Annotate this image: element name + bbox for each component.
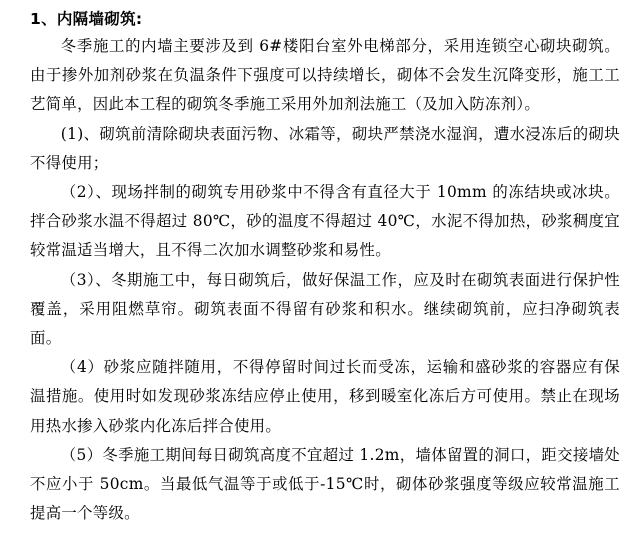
paragraph-item-4: （4）砂浆应随拌随用，不得停留时间过长而受冻，运输和盛砂浆的容器应有保温措施。使用时如发现砂浆冻结应停止使用，移到暖室化冻后方可使用。禁止在现场用热水掺入砂浆内化冻后拌合使用。 (30, 358, 620, 435)
paragraph-item-5: （5）冬季施工期间每日砌筑高度不宜超过 1.2m，墙体留置的洞口，距交接墙处不应小于 50cm。当最低气温等于或低于-15℃时，砌体砂浆强度等级应较常温施工提高一个等级。 (30, 445, 620, 523)
document-body (30, 0, 620, 528)
paragraph-item-1: (1)、砌筑前清除砌块表面污物、冰霜等，砌块严禁浇水湿润，遭水浸冻后的砌块不得使用； (30, 124, 620, 172)
paragraph-intro: 冬季施工的内墙主要涉及到 6#楼阳台室外电梯部分，采用连锁空心砌块砌筑。由于掺外加剂砂浆在负温条件下强度可以持续增长，砌体不会发生沉降变形，施工工艺简单，因此本工程的砌筑冬季施工采用外加剂法施工（及加入防冻剂）。 (30, 37, 620, 114)
section-heading: 1、内隔墙砌筑: (30, 10, 143, 28)
paragraph-item-3: （3）、冬期施工中，每日砌筑后，做好保温工作，应及时在砌筑表面进行保护性覆盖，采用阻燃草帘。砌筑表面不得留有砂浆和积水。继续砌筑前，应扫净砌筑表面。 (30, 270, 620, 348)
paragraph-item-2: （2）、现场拌制的砌筑专用砂浆中不得含有直径大于 10mm 的冻结块或冰块。拌合砂浆水温不得超过 80℃，砂的温度不得超过 40℃，水泥不得加热，砂浆稠度宜较常温适当增大，且不得二次加水调整砂浆和易性。 (30, 183, 620, 260)
